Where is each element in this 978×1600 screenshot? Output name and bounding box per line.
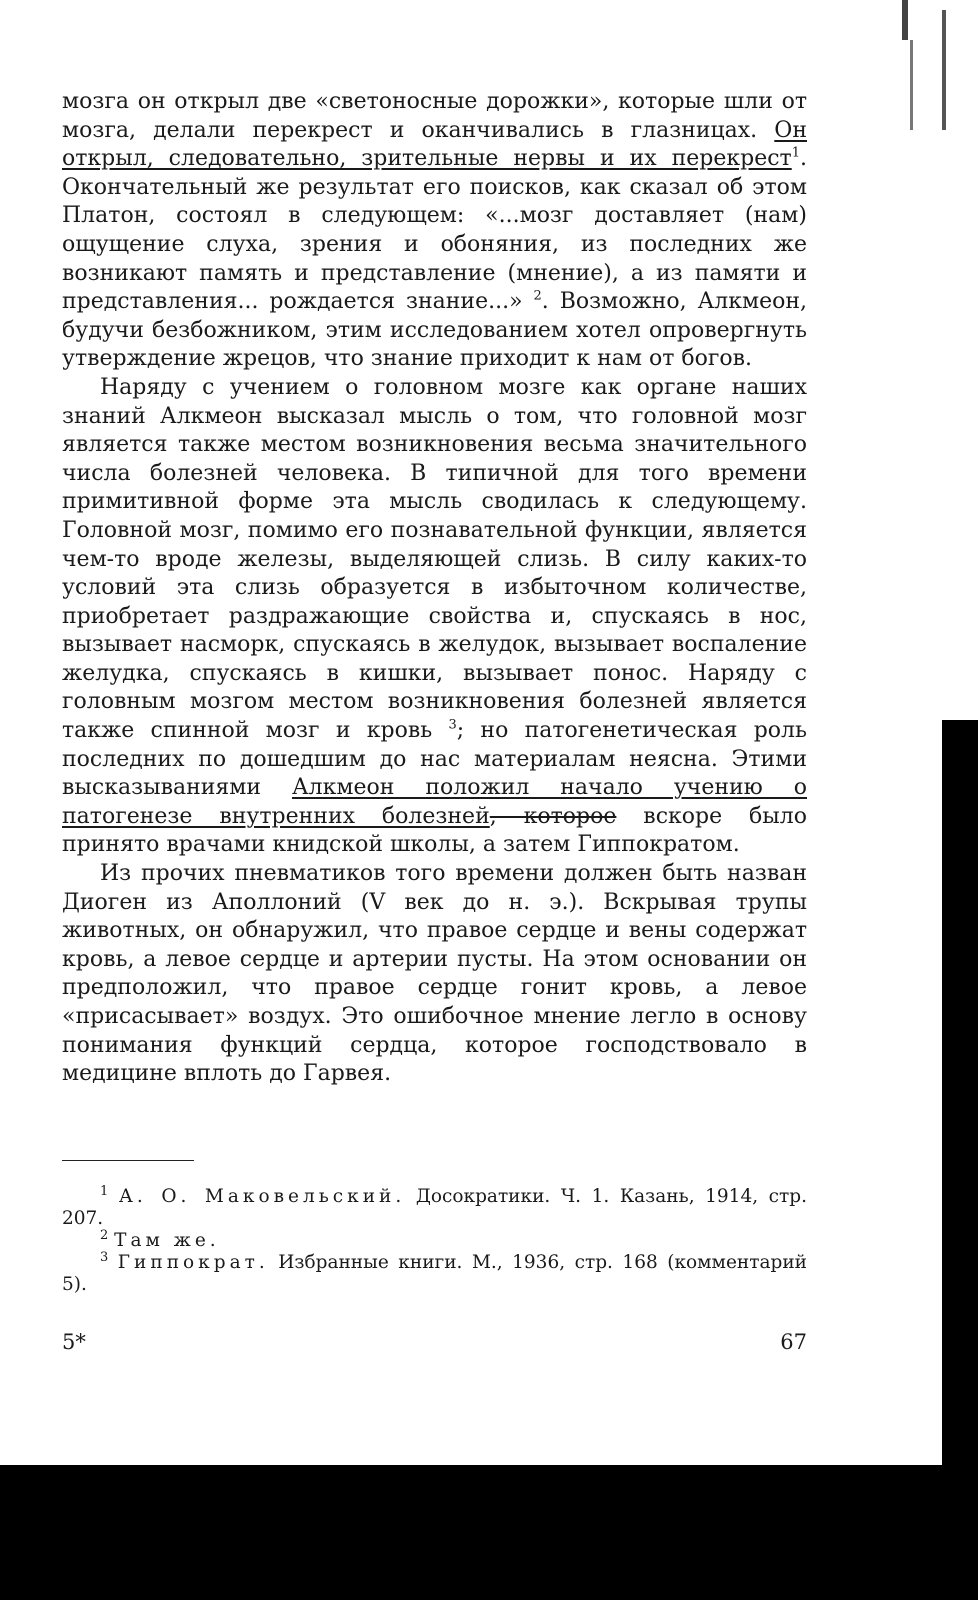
text-run: . Возможно, Алкмеон, будучи безбожником, этим исследованием хотел опровергнуть утверждение жрецов, что знание приходит к нам от богов. [62,289,807,372]
scan-artifact [910,40,913,130]
scan-artifact [902,0,908,40]
footnote-author: Гиппократ. [117,1252,269,1273]
struck-text: , которое [489,803,617,829]
text-run: Наряду с учением о головном мозге как органе наших знаний Алкмеон высказал мысль о том, что головной мозг является также местом возникновения весьма значительного числа болезней человека. В типичной для того времени примитивной форме эта мысль сводилась к следующему. Головной мозг, помимо его познавательной функции, является чем-то вроде железы, выделяющей слизь. В силу каких-то условий эта слизь образуется в избыточном количестве, приобретает раздражающие свойства и, спускаясь в нос, вызывает насморк, спускаясь в желудок, вызывает воспаление желудка, спускаясь в кишки, вызывает понос. Наряду с головным мозгом местом возникновения болезней является также спинной мозг и кровь [62,374,807,744]
underlined-text: Алкмеон положил начало учению о патогенезе внутренних болезней [62,775,807,829]
footnote-number: 1 [100,1183,109,1199]
footnote-ref: 2 [533,288,542,304]
footnote-author: Там же. [114,1230,220,1251]
scan-border-bottom [0,1465,978,1600]
footnote-2 [62,1227,807,1252]
paragraph-1 [62,88,807,374]
text-run: . Окончательный же результат его поисков, как сказал об этом Платон, состоял в следующем: «...мозг доставляет (нам) ощущение слуха, зрения и обоняния, из последних же возникают память и представление (мнение), а из памяти и представления... рождается знание...» [62,146,807,315]
footnote-divider [62,1160,194,1161]
paragraph-3: Из прочих пневматиков того времени должен быть назван Диоген из Аполлоний (V век до н. э.). Вскрывая трупы животных, он обнаружил, что правое сердце и вены содержат кровь, а левое сердце и артерии пусты. На этом основании он предположил, что правое сердце гонит кровь, а левое «присасывает» воздух. Это ошибочное мнение легло в основу понимания функций сердца, которое господствовало в медицине вплоть до Гарвея. [62,861,807,1087]
footnote-number: 3 [100,1249,109,1265]
footnote-ref: 1 [791,145,800,161]
footnote-author: А. О. Маковельский. [118,1186,406,1207]
signature-mark: 5* [62,1330,86,1354]
page-footer [62,1330,807,1354]
footnote-number: 2 [100,1227,109,1243]
footnote-3 [62,1249,807,1296]
footnote-text: Досократики. Ч. 1. Казань, 1914, стр. 207. [62,1186,807,1229]
footnote-ref: 3 [448,717,457,733]
footnote-1 [62,1183,807,1230]
text-run: мозга он открыл две «светоносные дорожки», которые шли от мозга, делали перекрест и оканчивались в глазницах. [62,89,807,143]
scan-artifact [942,10,946,130]
footnotes [62,1183,807,1296]
main-text [62,88,807,1089]
text-run: ; но патогенетическая роль последних по дошедшим до нас материалам неясна. Этими высказываниями [62,718,807,801]
footnote-text: Избранные книги. М., 1936, стр. 168 (комментарий 5). [62,1252,807,1295]
underlined-text: Он открыл, следовательно, зрительные нервы и их перекрест [62,117,807,172]
page-number: 67 [780,1330,807,1354]
text-run: вскоре было принято врачами книдской школы, а затем Гиппократом. [62,803,807,858]
paragraph-2 [62,374,807,860]
